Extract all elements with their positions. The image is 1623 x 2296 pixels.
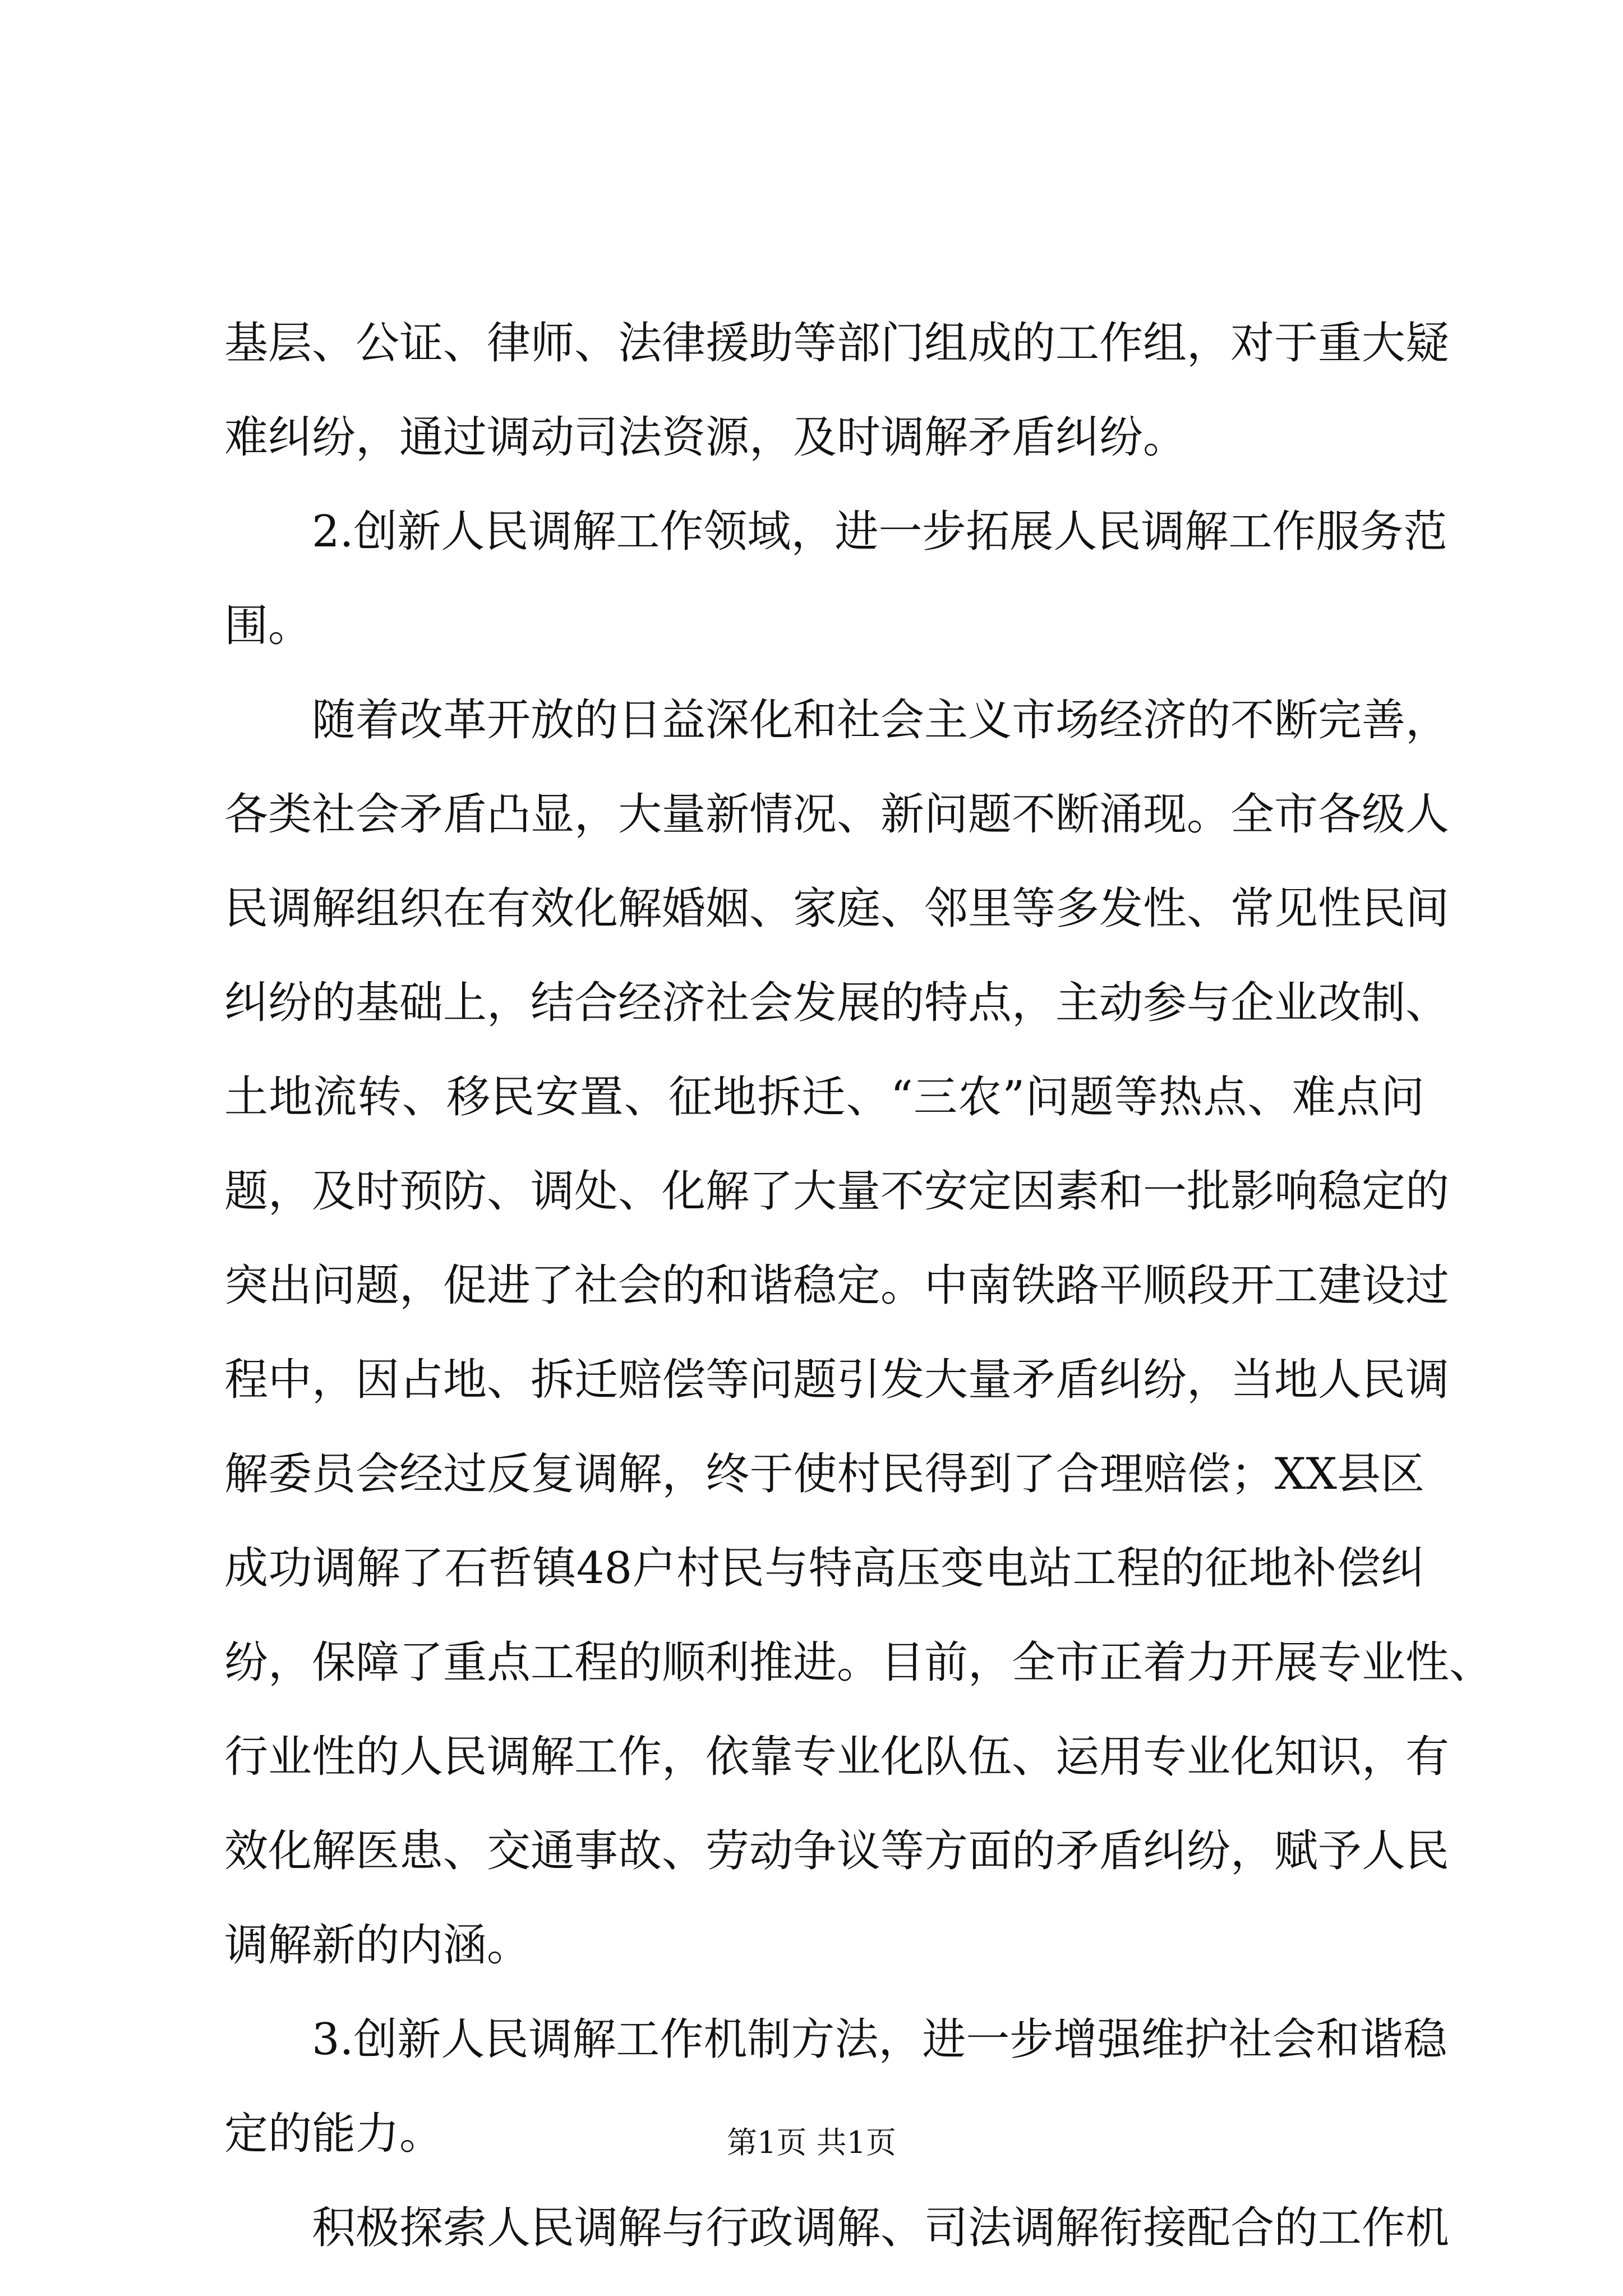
text-line: 突出问题，促进了社会的和谐稳定。中南铁路平顺段开工建设过 <box>224 1260 1450 1311</box>
section-heading-line: 定的能力。 <box>224 2109 444 2159</box>
text-line: 行业性的人民调解工作，依靠专业化队伍、运用专业化知识，有 <box>224 1732 1450 1782</box>
text-line: 民调解组织在有效化解婚姻、家庭、邻里等多发性、常见性民间 <box>224 884 1450 934</box>
text-line: 随着改革开放的日益深化和社会主义市场经济的不断完善， <box>312 695 1450 746</box>
text-line: 调解新的内涵。 <box>224 1920 531 1971</box>
text-line: 纠纷的基础上，结合经济社会发展的特点，主动参与企业改制、 <box>224 978 1450 1028</box>
section-heading-line: 3.创新人民调解工作机制方法，进一步增强维护社会和谐稳 <box>312 2014 1447 2065</box>
text-line: 程中，因占地、拆迁赔偿等问题引发大量矛盾纠纷，当地人民调 <box>224 1355 1450 1405</box>
section-heading-line: 围。 <box>224 601 312 651</box>
text-line: 土地流转、移民安置、征地拆迁、“三农”问题等热点、难点问 <box>224 1072 1424 1122</box>
body-text <box>224 296 1493 2275</box>
text-line: 题，及时预防、调处、化解了大量不安定因素和一批影响稳定的 <box>224 1166 1450 1217</box>
text-line: 积极探索人民调解与行政调解、司法调解衔接配合的工作机 <box>312 2203 1450 2253</box>
text-line: 解委员会经过反复调解，终于使村民得到了合理赔偿；XX县区 <box>224 1449 1424 1499</box>
text-line: 纷，保障了重点工程的顺利推进。目前，全市正着力开展专业性、 <box>224 1637 1493 1688</box>
text-line: 各类社会矛盾凸显，大量新情况、新问题不断涌现。全市各级人 <box>224 789 1450 840</box>
page-number: 第1页 共1页 <box>727 2125 896 2160</box>
section-heading-line: 2.创新人民调解工作领域，进一步拓展人民调解工作服务范 <box>312 507 1447 557</box>
page-footer <box>0 2120 1623 2165</box>
text-line: 难纠纷，通过调动司法资源，及时调解矛盾纠纷。 <box>224 412 1187 463</box>
text-line: 成功调解了石哲镇48户村民与特高压变电站工程的征地补偿纠 <box>224 1543 1424 1594</box>
text-line: 效化解医患、交通事故、劳动争议等方面的矛盾纠纷，赋予人民 <box>224 1826 1450 1876</box>
text-line: 基层、公证、律师、法律援助等部门组成的工作组，对于重大疑 <box>224 318 1450 369</box>
